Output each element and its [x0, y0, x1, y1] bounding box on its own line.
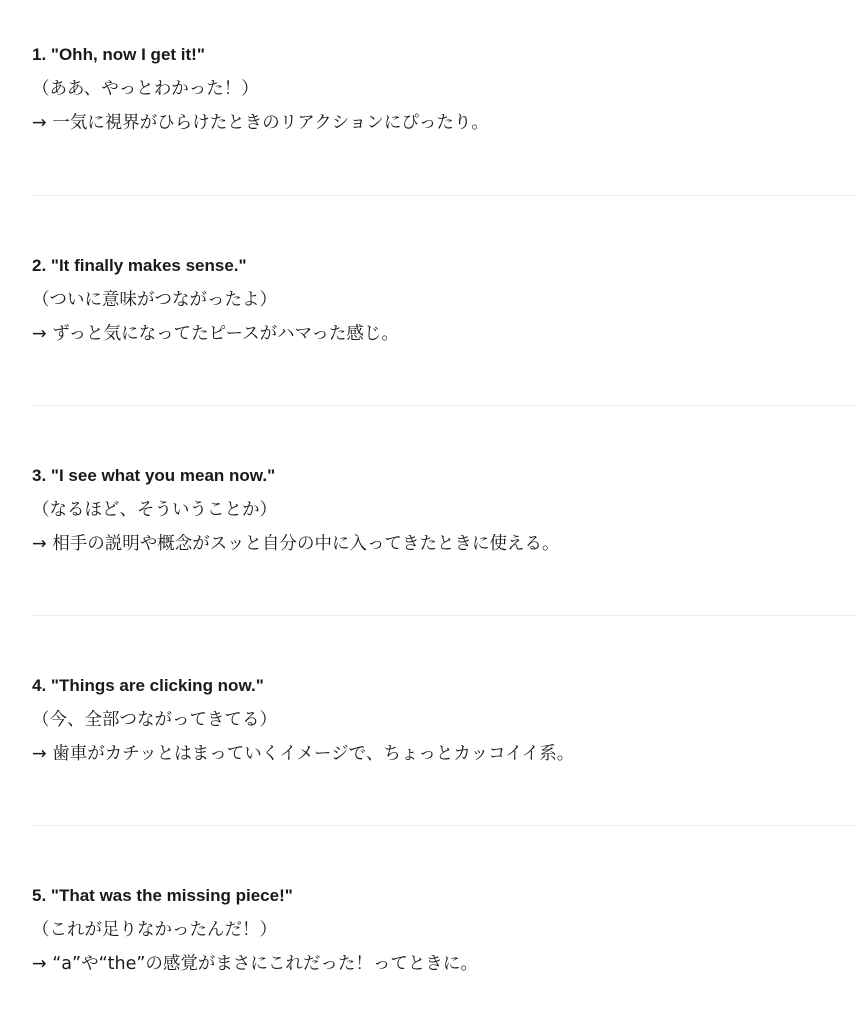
phrase-note: → 歯車がカチッとはまっていくイメージで、ちょっとカッコイイ系。	[32, 744, 575, 764]
section-divider	[32, 825, 857, 826]
phrase-heading: 3. "I see what you mean now."	[32, 466, 276, 485]
phrase-note: → “a”や“the”の感覚がまさにこれだった！ってときに。	[32, 954, 478, 974]
phrase-heading: 4. "Things are clicking now."	[32, 676, 264, 695]
phrase-heading: 1. "Ohh, now I get it!"	[32, 45, 205, 64]
phrase-translation: （これが足りなかったんだ！）	[32, 920, 277, 940]
phrase-translation: （ついに意味がつながったよ）	[32, 290, 277, 310]
list-item	[32, 465, 847, 567]
phrase-heading: 2. "It finally makes sense."	[32, 256, 247, 275]
phrase-note: → 相手の説明や概念がスッと自分の中に入ってきたときに使える。	[32, 534, 560, 554]
section-divider	[32, 405, 857, 406]
phrase-translation: （今、全部つながってきてる）	[32, 710, 277, 730]
phrase-heading: 5. "That was the missing piece!"	[32, 886, 293, 905]
phrase-note: → ずっと気になってたピースがハマった感じ。	[32, 324, 399, 344]
list-item	[32, 255, 847, 357]
section-divider	[32, 615, 857, 616]
phrase-translation: （ああ、やっとわかった！）	[32, 79, 259, 99]
section-divider	[32, 195, 857, 196]
list-item	[32, 44, 847, 146]
list-item	[32, 885, 847, 987]
phrase-translation: （なるほど、そういうことか）	[32, 500, 277, 520]
phrase-note: → 一気に視界がひらけたときのリアクションにぴったり。	[32, 113, 489, 133]
list-item	[32, 675, 847, 777]
